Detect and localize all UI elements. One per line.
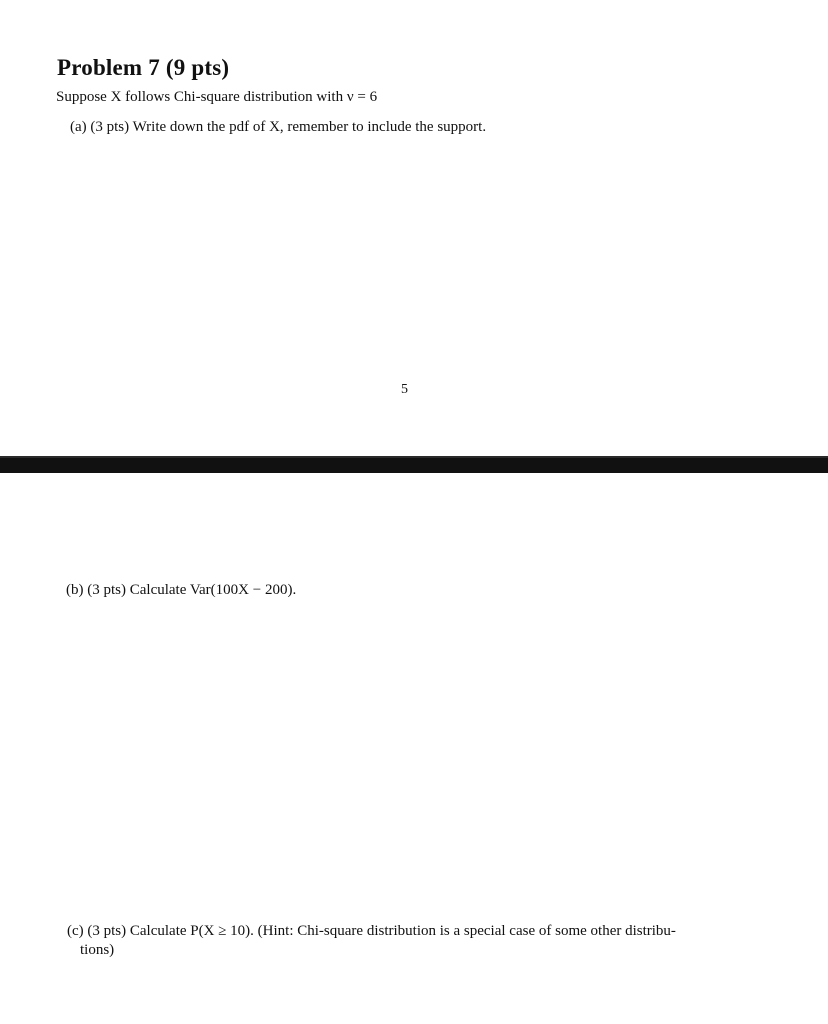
problem-intro: Suppose X follows Chi-square distribution with ν = 6 [56, 89, 378, 105]
page-number: 5 [401, 382, 408, 397]
part-c-question [67, 922, 676, 960]
part-c-line-2: tions) [80, 942, 115, 958]
part-a-question: (a) (3 pts) Write down the pdf of X, remember to include the support. [70, 119, 487, 135]
part-c-line-1: (c) (3 pts) Calculate P(X ≥ 10). (Hint: Chi-square distribution is a special case of some other distribu- [67, 923, 676, 939]
page-divider [0, 456, 828, 473]
part-b-question: (b) (3 pts) Calculate Var(100X − 200). [66, 582, 297, 598]
problem-title: Problem 7 (9 pts) [57, 55, 230, 80]
